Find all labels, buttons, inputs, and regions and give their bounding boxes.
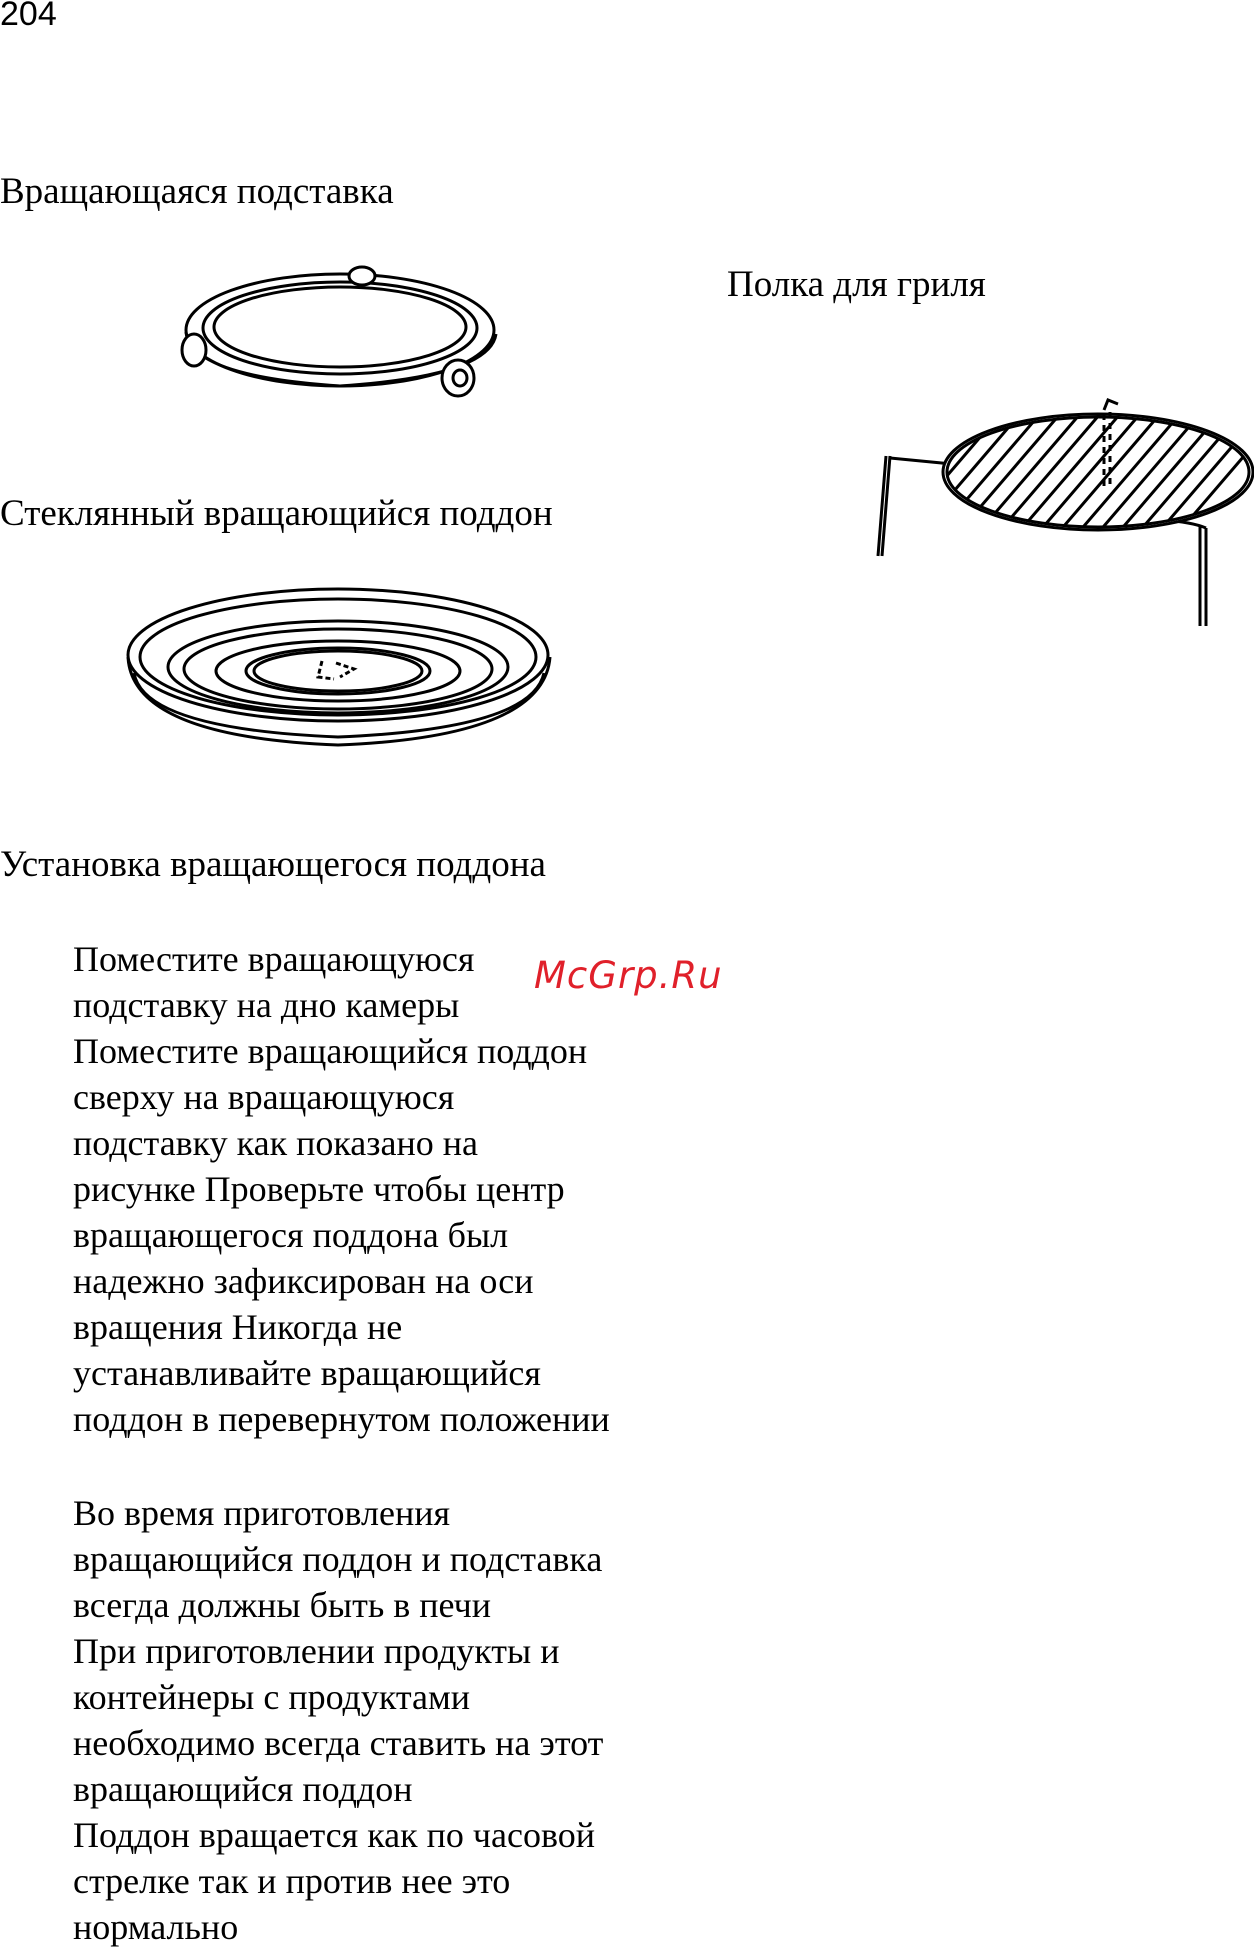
heading-installation: Установка вращающегося поддона — [0, 844, 546, 885]
text-line: устанавливайте вращающийся — [73, 1353, 541, 1393]
text-line: необходимо всегда ставить на этот — [73, 1723, 604, 1763]
grill-rack-illustration — [872, 400, 1254, 630]
page-number: 204 — [0, 0, 57, 33]
instruction-paragraph-2 — [73, 1490, 603, 1950]
instruction-paragraph-1 — [73, 936, 610, 1442]
text-line: контейнеры с продуктами — [73, 1677, 471, 1717]
turntable-support-ring-illustration — [180, 258, 502, 404]
text-line: надежно зафиксирован на оси — [73, 1261, 534, 1301]
text-line: сверху на вращающуюся — [73, 1077, 455, 1117]
text-line: подставку на дно камеры — [73, 985, 460, 1025]
text-line: стрелке так и против нее это — [73, 1861, 511, 1901]
heading-turntable-support: Вращающаяся подставка — [0, 171, 394, 212]
heading-grill-rack: Полка для гриля — [727, 264, 986, 305]
text-line: вращающийся поддон — [73, 1769, 413, 1809]
text-line: поддон в перевернутом положении — [73, 1399, 610, 1439]
heading-glass-tray: Стеклянный вращающийся поддон — [0, 493, 553, 534]
text-line: При приготовлении продукты и — [73, 1631, 560, 1671]
text-line: Поместите вращающуюся — [73, 939, 475, 979]
text-line: вращения Никогда не — [73, 1307, 403, 1347]
text-line: нормально — [73, 1907, 239, 1947]
watermark: McGrp.Ru — [534, 954, 723, 997]
text-line: вращающегося поддона был — [73, 1215, 509, 1255]
text-line: Во время приготовления — [73, 1493, 451, 1533]
text-line: Поместите вращающийся поддон — [73, 1031, 588, 1071]
text-line: вращающийся поддон и подставка — [73, 1539, 603, 1579]
text-line: подставку как показано на — [73, 1123, 478, 1163]
glass-turntable-tray-illustration — [124, 585, 554, 751]
text-line: Поддон вращается как по часовой — [73, 1815, 595, 1855]
text-line: рисунке Проверьте чтобы центр — [73, 1169, 565, 1209]
text-line: всегда должны быть в печи — [73, 1585, 491, 1625]
